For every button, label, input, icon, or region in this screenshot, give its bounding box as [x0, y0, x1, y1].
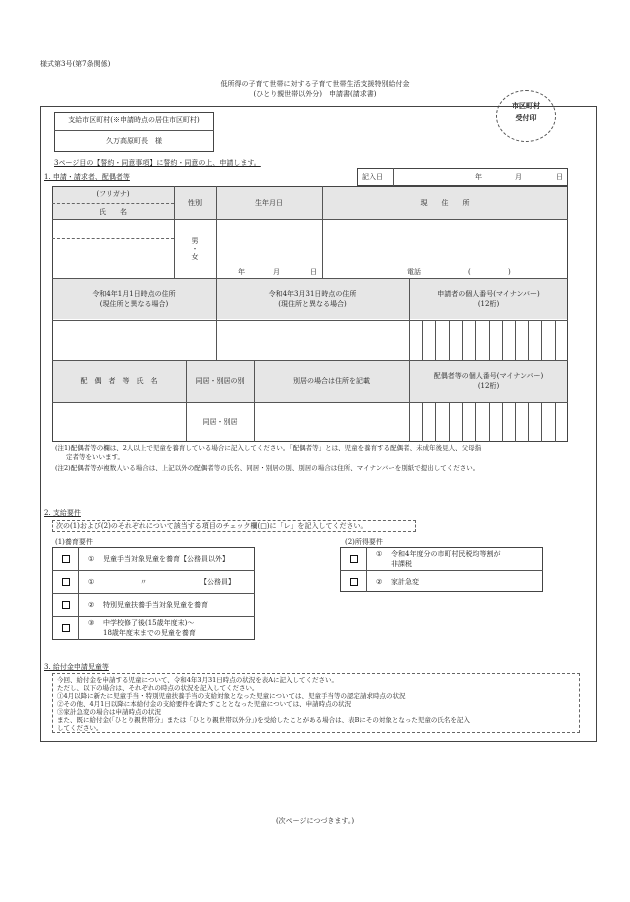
spouse-mynumber-header-1: 配偶者等の個人番号(マイナンバー): [433, 372, 544, 380]
dob-month-label: 月: [273, 268, 280, 276]
care-item-4-text: 中学校修了後(15歳年度末)～: [103, 619, 195, 627]
section3-line6: また、既に給付金(「ひとり親世帯分」または「ひとり親世帯以外分」)を受給したことがある場合は、表Bにその対象となった児童の氏名を記入: [57, 716, 470, 724]
care-item-2-text: 【公務員】: [200, 578, 235, 586]
name-header: 氏 名: [99, 208, 127, 216]
care-item-3-text: 特別児童扶養手当対象児童を養育: [103, 601, 208, 609]
entry-month-label: 月: [515, 173, 522, 181]
income-item-2-checkbox[interactable]: [350, 578, 358, 586]
furigana-header: (フリガナ): [96, 190, 130, 198]
section3-line7: してください。: [57, 724, 103, 732]
entry-date-box: [357, 168, 568, 186]
entry-date-label: 記入日: [362, 173, 383, 181]
dob-year-label: 年: [238, 268, 245, 276]
gender-female: 女: [191, 253, 199, 261]
section3-line5: ③家計急変の場合は申請時点の状況: [57, 708, 161, 716]
addr-jan-header-2: (現住所と異なる場合): [99, 300, 169, 308]
income-item-2-num: ②: [376, 578, 383, 586]
care-item-1-checkbox[interactable]: [62, 555, 70, 563]
sub2-heading: (2)所得要件: [345, 538, 383, 546]
gender-dot: ・: [191, 245, 199, 253]
section3-line4: ②その他、4月1日以降に本給付金の支給要件を満たすこととなった児童については、申請時点の状況: [57, 700, 352, 708]
note1-line1: (注1)配偶者等の欄は、2人以上で児童を養育している場合に記入してください。「配偶者等」とは、児童を養育する配偶者、未成年後見人、父母指: [55, 444, 482, 452]
mynumber-header-2: (12桁): [477, 300, 500, 308]
section3-line3: ①4月以降に新たに児童手当・特別児童扶養手当の支給対象となった児童については、児童手当等の認定請求時点の状況: [57, 692, 406, 700]
gender-male: 男: [191, 237, 199, 245]
spouse-mynumber-header-2: (12桁): [477, 382, 500, 390]
recipient-label: 支給市区町村(※申請時点の居住市区町村): [68, 116, 200, 124]
care-item-2-checkbox[interactable]: [62, 578, 70, 586]
cohabit-header: 同居・別居の別: [195, 377, 245, 385]
phone-paren-open: (: [468, 268, 471, 276]
care-item-3-checkbox[interactable]: [62, 601, 70, 609]
note1-line2: 定者等をいいます。: [66, 453, 124, 461]
form-title-line2: (ひとり親世帯以外分) 申請書(請求書): [253, 90, 377, 98]
income-item-1-text: 令和4年度分の市町村民税均等割が: [391, 550, 501, 558]
separate-address-header: 別居の場合は住所を記載: [293, 377, 370, 385]
addr-mar-header-1: 令和4年3月31日時点の住所: [268, 290, 357, 298]
care-item-4-text2: 18歳年度末までの児童を養育: [103, 629, 196, 637]
spouse-name-header: 配 偶 者 等 氏 名: [80, 377, 158, 385]
section1-heading: 1. 申請・請求者、配偶者等: [44, 173, 130, 181]
footer-continue: (次ページにつづきます。): [275, 817, 355, 825]
section3-heading: 3. 給付金申請児童等: [44, 663, 109, 671]
form-title-line1: 低所得の子育て世帯に対する子育て世帯生活支援特別給付金: [220, 80, 410, 88]
section3-line2: ただし、以下の場合は、それぞれの時点の状況を記入してください。: [57, 684, 259, 692]
cohabit-value[interactable]: 同居・別居: [202, 418, 238, 426]
mynumber-header-1: 申請者の個人番号(マイナンバー): [437, 290, 540, 298]
income-item-1-num: ①: [376, 550, 383, 558]
pledge-note: 3ページ目の【誓約・同意事項】に誓約・同意の上、申請します。: [54, 159, 261, 167]
care-item-1-text: 児童手当対象児童を養育【公務員以外】: [103, 555, 229, 563]
address-header: 現 住 所: [420, 199, 470, 207]
instruction-text: 次の(1)および(2)のそれぞれについて該当する項目のチェック欄(□)に「レ」を記入してください。: [56, 522, 368, 530]
income-item-1-checkbox[interactable]: [350, 555, 358, 563]
dob-header: 生年月日: [255, 199, 283, 207]
section3-line1: 今回、給付金を申請する児童について、令和4年3月31日時点の状況を表Aに記入してください。: [57, 676, 338, 684]
phone-label: 電話: [407, 268, 421, 276]
sub1-heading: (1)養育要件: [55, 538, 93, 546]
care-item-2-ditto: 〃: [140, 578, 147, 586]
dob-day-label: 日: [310, 268, 317, 276]
care-item-3-num: ②: [88, 601, 95, 609]
addr-mar-header-2: (現住所と異なる場合): [278, 300, 347, 308]
phone-paren-close: ): [508, 268, 511, 276]
gender-header: 性別: [188, 199, 202, 207]
applicant-mynumber-grid[interactable]: [409, 320, 568, 360]
note2: (注2)配偶者等が複数人いる場合は、上記以外の配偶者等の氏名、同居・別居の別、別居の場合は住所、マイナンバーを別紙で提出してください。: [55, 464, 480, 472]
spouse-mynumber-grid[interactable]: [409, 402, 568, 442]
care-item-2-num: ①: [88, 578, 95, 586]
section2-heading: 2. 支給要件: [44, 509, 81, 517]
entry-day-label: 日: [556, 173, 563, 181]
care-item-4-checkbox[interactable]: [62, 624, 70, 632]
care-item-1-num: ①: [88, 555, 95, 563]
income-item-1-text2: 非課税: [391, 560, 412, 568]
income-item-2-text: 家計急変: [391, 578, 419, 586]
stamp-label-line2: 受付印: [515, 113, 537, 122]
care-item-4-num: ③: [88, 619, 95, 627]
stamp-label-line1: 市区町村: [512, 101, 540, 110]
entry-year-label: 年: [475, 173, 482, 181]
recipient-value: 久万高原町長 様: [106, 137, 162, 145]
form-number: 様式第3号(第7条関係): [40, 60, 111, 68]
addr-jan-header-1: 令和4年1月1日時点の住所: [92, 290, 176, 298]
